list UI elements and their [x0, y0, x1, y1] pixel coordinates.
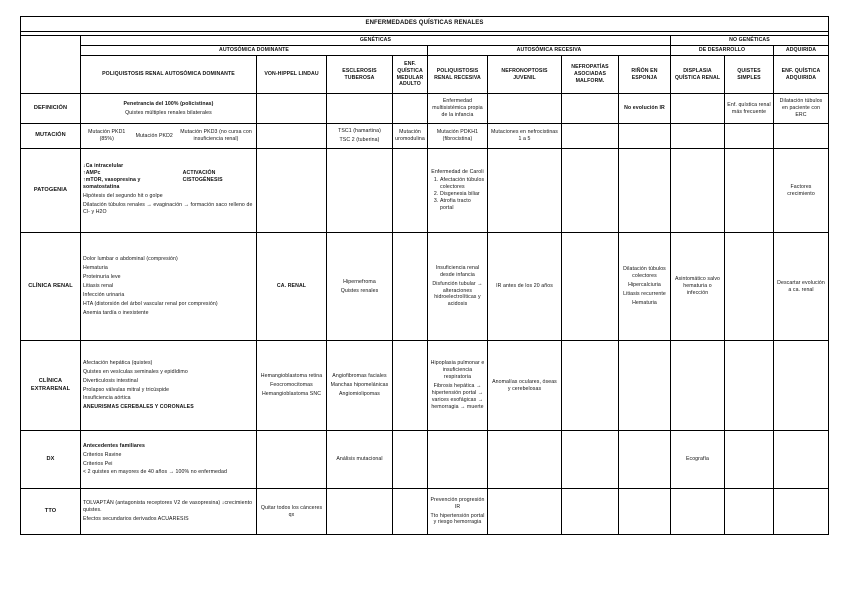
cell-clinica-renal-pqad	[81, 233, 257, 341]
cell-tto-mcd	[393, 489, 428, 535]
clinica-extrarenal-vhl-item: Hemangioblastoma retina	[260, 373, 323, 380]
cell-mutacion-vhl	[257, 124, 327, 149]
cell-mutacion-nefron: Mutaciones en nefrocistinas 1 a 5	[488, 124, 562, 149]
col-header-simples: QUISTES SIMPLES	[725, 56, 774, 94]
cell-mutacion-mcd: Mutación uromodulina	[393, 124, 428, 149]
group-no-geneticas: NO GENÉTICAS	[671, 36, 829, 46]
cell-clinica-renal-esponja	[619, 233, 671, 341]
group-autosomica-dominante: AUTOSÓMICA DOMINANTE	[81, 46, 428, 56]
mutacion-pkd2: Mutación PKD2	[135, 132, 173, 139]
cell-clinica-renal-mcd	[393, 233, 428, 341]
cell-clinica-extrarenal-et	[327, 341, 393, 431]
cell-dx-displasia: Ecografía	[671, 431, 725, 489]
group-adquirida: ADQUIRIDA	[774, 46, 829, 56]
cell-mutacion-adq	[774, 124, 829, 149]
col-header-et: ESCLEROSIS TUBEROSA	[327, 56, 393, 94]
cell-patogenia-mcd	[393, 149, 428, 233]
group-desarrollo: DE DESARROLLO	[671, 46, 774, 56]
clinica-extrarenal-pqar-item: Hipoplasia pulmonar e insuficiencia respiratoria	[430, 360, 485, 381]
definicion-pqad-line: Quistes múltiples renales bilaterales	[125, 109, 212, 116]
clinica-renal-item: HTA (distorsión del árbol vascular renal por compresión)	[83, 300, 218, 307]
cell-dx-vhl	[257, 431, 327, 489]
cell-patogenia-nefron	[488, 149, 562, 233]
dx-item: Antecedentes familiares	[83, 442, 145, 449]
clinica-extrarenal-et-item: Angiomiolipomas	[338, 390, 380, 397]
cell-definicion-displasia	[671, 94, 725, 124]
cell-dx-simples	[725, 431, 774, 489]
cell-definicion-nefrop	[562, 94, 619, 124]
cell-tto-esponja	[619, 489, 671, 535]
cell-dx-nefrop	[562, 431, 619, 489]
clinica-renal-esponja-item: Litiasis recurrente	[623, 290, 666, 297]
cell-clinica-extrarenal-nefron: Anomalías oculares, óseas y cerebelosas	[488, 341, 562, 431]
cell-tto-nefron	[488, 489, 562, 535]
cell-tto-adq	[774, 489, 829, 535]
cell-patogenia-vhl	[257, 149, 327, 233]
clinica-extrarenal-item: Afectación hepática (quistes)	[83, 359, 153, 366]
cell-clinica-extrarenal-mcd	[393, 341, 428, 431]
clinica-extrarenal-item: ANEURISMAS CEREBALES Y CORONALES	[83, 404, 194, 411]
cell-dx-esponja	[619, 431, 671, 489]
group-autosomica-recesiva: AUTOSÓMICA RECESIVA	[428, 46, 671, 56]
patogenia-step: 2. Disgenesia biliar	[440, 191, 485, 198]
cell-clinica-extrarenal-nefrop	[562, 341, 619, 431]
clinica-extrarenal-vhl-item: Hemangioblastoma SNC	[261, 390, 322, 397]
cell-definicion-adq: Dilatación túbulos en paciente con ERC	[774, 94, 829, 124]
patogenia-step: 3. Atrofia tracto portal	[440, 198, 485, 212]
cell-clinica-renal-adq: Descartar evolución a ca. renal	[774, 233, 829, 341]
cell-patogenia-displasia	[671, 149, 725, 233]
tto-item: TOLVAPTÁN (antagonista receptores V2 de vasopresina) ↓crecimiento quistes.	[83, 500, 253, 514]
mutacion-pkd1: Mutación PKD1 (85%)	[88, 129, 126, 142]
col-header-adq: ENF. QUÍSTICA ADQUIRIDA	[774, 56, 829, 94]
mutacion-pkd3: Mutación PKD3 (no cursa con insuficiencia renal)	[180, 129, 252, 142]
patogenia-mechanism: ↑AMPc	[83, 170, 101, 177]
cell-dx-pqad	[81, 431, 257, 489]
patogenia-caroli: Enfermedad de Caroli	[431, 169, 484, 176]
patogenia-activacion: ACTIVACIÓN CISTOGÉNESIS	[182, 170, 223, 184]
clinica-renal-item: Dolor lumbar o abdominal (compresión)	[83, 256, 178, 263]
cell-definicion-vhl	[257, 94, 327, 124]
clinica-extrarenal-item: Diverticulosis intestinal	[83, 377, 138, 384]
cell-dx-pqar	[428, 431, 488, 489]
cell-patogenia-nefrop	[562, 149, 619, 233]
row-label-definicion: DEFINICIÓN	[21, 94, 81, 124]
clinica-renal-et-item: Quistes renales	[340, 287, 379, 294]
patogenia-text: Hipótesis del segundo hit o golpe	[83, 192, 163, 199]
cell-patogenia-esponja	[619, 149, 671, 233]
cell-tto-pqad	[81, 489, 257, 535]
cell-patogenia-pqad	[81, 149, 257, 233]
row-label-tto: TTO	[21, 489, 81, 535]
cell-tto-nefrop	[562, 489, 619, 535]
cell-clinica-extrarenal-vhl	[257, 341, 327, 431]
clinica-renal-item: Hematuria	[83, 265, 108, 272]
clinica-extrarenal-item: Quistes en vesículas seminales y epidídimo	[83, 368, 188, 375]
clinica-renal-esponja-item: Dilatación túbulos colectores	[623, 266, 666, 280]
cell-mutacion-esponja	[619, 124, 671, 149]
col-header-pqad: POLIQUISTOSIS RENAL AUTOSÓMICA DOMINANTE	[81, 56, 257, 94]
patogenia-mechanism: ↓Ca intracelular	[83, 163, 124, 170]
clinica-extrarenal-item: Insuficiencia aórtica	[83, 395, 131, 402]
cell-mutacion-pqad	[81, 124, 257, 149]
cell-clinica-renal-nefron: IR antes de los 20 años	[488, 233, 562, 341]
cell-clinica-renal-pqar	[428, 233, 488, 341]
cell-definicion-simples: Enf. quística renal más frecuente	[725, 94, 774, 124]
corner-cell	[21, 36, 81, 94]
clinica-extrarenal-item: Prolapso válvulas mitral y tricúspide	[83, 386, 170, 393]
col-header-esponja: RIÑÓN EN ESPONJA	[619, 56, 671, 94]
cell-definicion-pqad	[81, 94, 257, 124]
cell-dx-mcd	[393, 431, 428, 489]
cell-patogenia-et	[327, 149, 393, 233]
cell-clinica-extrarenal-simples	[725, 341, 774, 431]
clinica-renal-item: Infección urinaria	[83, 291, 125, 298]
cell-clinica-renal-displasia: Asintomático salvo hematuria o infección	[671, 233, 725, 341]
cell-clinica-extrarenal-displasia	[671, 341, 725, 431]
clinica-renal-item: Anemia tardía o inexistente	[83, 309, 149, 316]
definicion-pqad-line: Penetrancia del 100% (policistinas)	[123, 100, 214, 107]
cell-mutacion-pqar: Mutación PDKH1 (fibrocistina)	[428, 124, 488, 149]
mutacion-et-line: TSC 2 (tuberina)	[339, 137, 380, 143]
row-label-clinica-renal: CLÍNICA RENAL	[21, 233, 81, 341]
cell-dx-nefron	[488, 431, 562, 489]
clinica-extrarenal-et-item: Manchas hipomelánicas	[330, 382, 389, 389]
mutacion-et-line: TSC1 (hamartina)	[338, 128, 381, 135]
cell-clinica-renal-vhl: CA. RENAL	[257, 233, 327, 341]
cell-tto-pqar	[428, 489, 488, 535]
clinica-renal-esponja-item: Hipercalciuria	[628, 282, 661, 289]
col-header-nefron: NEFRONOPTOSIS JUVENIL	[488, 56, 562, 94]
cell-patogenia-simples	[725, 149, 774, 233]
cell-clinica-extrarenal-pqar	[428, 341, 488, 431]
cell-clinica-renal-et	[327, 233, 393, 341]
cell-mutacion-et	[327, 124, 393, 149]
cell-definicion-esponja: No evolución IR	[619, 94, 671, 124]
row-label-clinica-extrarenal: CLÍNICA EXTRARENAL	[21, 341, 81, 431]
dx-item: Criterios Ravine	[83, 451, 122, 458]
cell-mutacion-nefrop	[562, 124, 619, 149]
patogenia-mechanism: ↑mTOR, vasopresina y somatostatina	[83, 177, 141, 191]
tto-pqar-item: Tto hipertensión portal y riesgo hemorragia	[430, 512, 485, 526]
clinica-renal-et-item: Hipernefroma	[343, 278, 376, 285]
cell-patogenia-pqar	[428, 149, 488, 233]
cell-dx-adq	[774, 431, 829, 489]
clinica-renal-item: Proteinuria leve	[83, 274, 121, 281]
tto-pqar-item: Prevención progresión IR	[430, 496, 485, 510]
tto-item: Efectos secundarios derivados ACUARESIS	[83, 515, 189, 522]
clinica-renal-pqar-item: Disfunción tubular → alteraciones hidroelectrolíticas y acidosis	[432, 280, 483, 308]
cell-clinica-extrarenal-adq	[774, 341, 829, 431]
cell-clinica-extrarenal-pqad	[81, 341, 257, 431]
row-label-patogenia: PATOGENIA	[21, 149, 81, 233]
cell-definicion-nefron	[488, 94, 562, 124]
col-header-mcd: ENF. QUÍSTICA MEDULAR ADULTO	[393, 56, 428, 94]
patogenia-step: 1. Afectación túbulos colectores	[440, 177, 485, 191]
cell-dx-et: Análisis mutacional	[327, 431, 393, 489]
cell-definicion-pqar: Enfermedad multisistémica propia de la infancia	[428, 94, 488, 124]
cell-clinica-renal-nefrop	[562, 233, 619, 341]
cell-clinica-renal-simples	[725, 233, 774, 341]
col-header-pqar: POLIQUISTOSIS RENAL RECESIVA	[428, 56, 488, 94]
row-label-mutacion: MUTACIÓN	[21, 124, 81, 149]
cell-tto-simples	[725, 489, 774, 535]
table-title: ENFERMEDADES QUÍSTICAS RENALES	[21, 17, 829, 32]
col-header-vhl: VON-HIPPEL LINDAU	[257, 56, 327, 94]
cell-mutacion-displasia	[671, 124, 725, 149]
cell-mutacion-simples	[725, 124, 774, 149]
group-geneticas: GENÉTICAS	[81, 36, 671, 46]
clinica-renal-esponja-item: Hematuria	[632, 299, 657, 306]
clinica-extrarenal-vhl-item: Feocromocitomas	[270, 382, 313, 389]
clinica-extrarenal-et-item: Angiofibromas faciales	[332, 373, 387, 380]
dx-item: Criterios Pei	[83, 460, 113, 467]
cell-tto-et	[327, 489, 393, 535]
clinica-renal-item: Litiasis renal	[83, 283, 114, 290]
clinica-extrarenal-pqar-item: Fibrosis hepática → hipertensión portal → varices esofágicas → hemorragia → muerte	[431, 383, 484, 410]
cell-tto-displasia	[671, 489, 725, 535]
col-header-displasia: DISPLASIA QUÍSTICA RENAL	[671, 56, 725, 94]
cell-definicion-mcd	[393, 94, 428, 124]
clinica-renal-pqar-item: Insuficiencia renal desde infancia	[435, 264, 480, 278]
cell-tto-vhl: Quitar todos los cánceres qx	[257, 489, 327, 535]
kidney-cystic-diseases-table	[20, 16, 828, 535]
col-header-nefrop: NEFROPATÍAS ASOCIADAS MALFORM.	[562, 56, 619, 94]
row-label-dx: DX	[21, 431, 81, 489]
dx-item: < 2 quistes en mayores de 40 años → 100% no enfermedad	[83, 469, 227, 476]
cell-clinica-extrarenal-esponja	[619, 341, 671, 431]
patogenia-text: Dilatación túbulos renales → evaginación → formación saco relleno de Cl- y H2O	[83, 201, 253, 215]
cell-definicion-et	[327, 94, 393, 124]
cell-patogenia-adq: Factores crecimiento	[774, 149, 829, 233]
